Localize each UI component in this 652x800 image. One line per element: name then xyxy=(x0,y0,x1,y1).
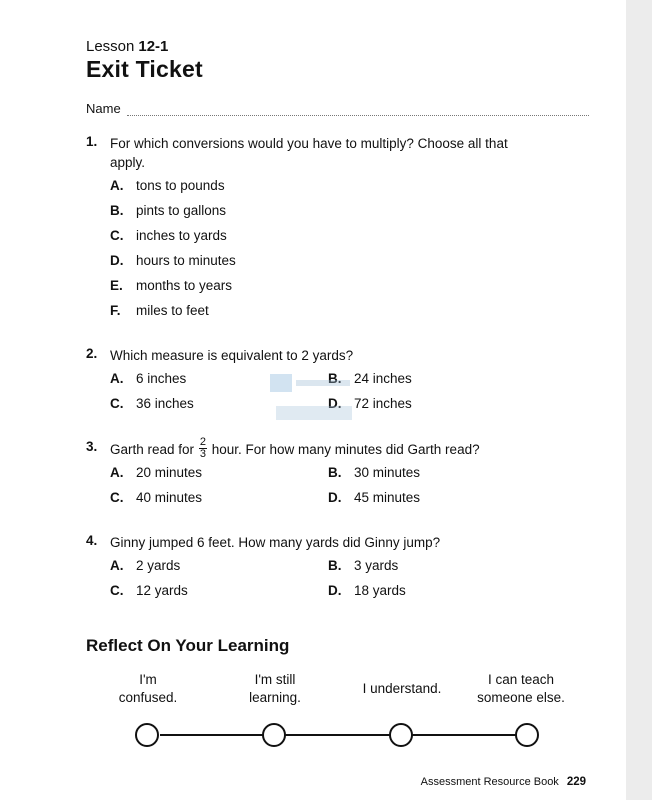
scale-circle-teach[interactable] xyxy=(515,723,539,747)
name-field[interactable] xyxy=(127,101,589,116)
q1-option-e[interactable]: E. months to years xyxy=(110,278,233,293)
lesson-word: Lesson xyxy=(86,38,135,55)
page-footer xyxy=(421,776,586,788)
q3-option-a[interactable]: A. 20 minutes xyxy=(110,465,203,480)
scale-circle-confused[interactable] xyxy=(135,723,159,747)
question-number: 3. xyxy=(86,439,98,454)
q3-option-d[interactable]: D. 45 minutes xyxy=(328,490,421,505)
lesson-number: 12-1 xyxy=(138,38,169,55)
question-text-after: hour. For how many minutes did Garth read? xyxy=(211,442,480,458)
scale-circle-understand[interactable] xyxy=(389,723,413,747)
q4-option-c[interactable]: C. 12 yards xyxy=(110,583,188,598)
q1-option-f[interactable]: F. miles to feet xyxy=(110,303,209,318)
q1-option-a[interactable]: A. tons to pounds xyxy=(110,178,225,193)
q4-option-a[interactable]: A. 2 yards xyxy=(110,558,181,573)
page-title: Exit Ticket xyxy=(86,56,203,82)
watermark-logo xyxy=(268,372,358,430)
q1-option-c[interactable]: C. inches to yards xyxy=(110,228,227,243)
q2-option-a[interactable]: A. 6 inches xyxy=(110,371,187,386)
question-text-before: Garth read for xyxy=(110,442,195,458)
q2-option-d[interactable]: D. 72 inches xyxy=(328,396,412,411)
question-text: Which measure is equivalent to 2 yards? xyxy=(110,348,354,363)
question-text: For which conversions would you have to multiply? Choose all that apply. xyxy=(110,136,508,170)
book-title: Assessment Resource Book xyxy=(420,776,559,788)
scale-label-understand: I understand. xyxy=(362,681,442,696)
page-margin xyxy=(626,0,652,800)
reflect-heading: Reflect On Your Learning xyxy=(86,636,290,655)
scale-circle-learning[interactable] xyxy=(262,723,286,747)
name-row xyxy=(86,101,589,116)
q2-option-c[interactable]: C. 36 inches xyxy=(110,396,194,411)
name-label: Name xyxy=(86,101,121,116)
q4-option-d[interactable]: D. 18 yards xyxy=(328,583,406,598)
page-number: 229 xyxy=(566,776,586,788)
scale-label-teach: I can teach someone else. xyxy=(477,672,565,705)
reflection-scale-line xyxy=(160,734,516,736)
question-number: 2. xyxy=(86,346,98,361)
question-text xyxy=(110,436,520,462)
scale-label-confused: I'm confused. xyxy=(118,672,178,705)
lesson-label xyxy=(86,38,168,55)
q1-option-b[interactable]: B. pints to gallons xyxy=(110,203,227,218)
question-number: 4. xyxy=(86,533,98,548)
q4-option-b[interactable]: B. 3 yards xyxy=(328,558,399,573)
scale-label-learning: I'm still learning. xyxy=(249,672,301,705)
fraction: $\frac{2}{3}$ xyxy=(199,436,206,460)
question-text: Ginny jumped 6 feet. How many yards did Ginny jump? xyxy=(110,535,441,550)
q2-option-b[interactable]: B. 24 inches xyxy=(328,371,412,386)
q1-option-d[interactable]: D. hours to minutes xyxy=(110,253,236,268)
question-number: 1. xyxy=(86,134,98,149)
q3-option-b[interactable]: B. 30 minutes xyxy=(328,465,421,480)
q3-option-c[interactable]: C. 40 minutes xyxy=(110,490,203,505)
